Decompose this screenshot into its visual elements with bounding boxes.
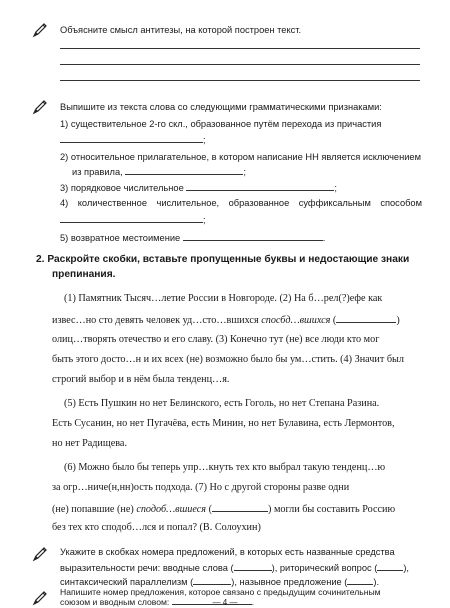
task2-item-1-answer: ;: [60, 133, 206, 146]
text-line: но нет Радищева.: [52, 438, 127, 449]
task2-item-2: 2) относительное прилагательное, в котором написание НН является исключением: [60, 152, 421, 162]
task2-prompt: Выпишите из текста слова со следующими грамматическими признаками:: [60, 102, 382, 112]
task1-prompt: Объясните смысл антитезы, на которой построен текст.: [60, 25, 302, 35]
text-line: (не) попавшие (не) сподоб…вшиеся ( ) могли бы составить Россию: [52, 504, 396, 515]
answer-line[interactable]: [60, 48, 420, 49]
text-line: (6) Можно было бы теперь упр…кнуть тех кто выбрал такую тенденц…ю: [64, 462, 386, 473]
task3-line1: Укажите в скобках номера предложений, в которых есть названные средства: [60, 547, 395, 557]
text-line: извес…но сто девять человек уд…сто…вшихся спосбд…вшихся ( ): [52, 315, 400, 326]
answer-blank[interactable]: [125, 165, 243, 175]
exercise-title: 2. Раскройте скобки, вставьте пропущенные буквы и недостающие знаки: [36, 254, 410, 265]
task3-line3: синтаксический параллелизм ( ), назывное предложение ( ).: [60, 577, 380, 587]
answer-blank[interactable]: [60, 213, 203, 223]
task4-line1: Напишите номер предложения, которое связано с предыдущим сочинительным: [60, 587, 381, 597]
answer-blank[interactable]: [60, 133, 203, 143]
task2-item-4: 4) количественное числительное, образованное суффиксальным способом: [60, 198, 422, 208]
pencil-icon: [32, 546, 48, 562]
text-line: за огр…ниче(н,нн)ость подхода. (7) Но с другой стороны разве одни: [52, 482, 350, 493]
answer-blank[interactable]: [234, 561, 272, 571]
answer-line[interactable]: [60, 64, 420, 65]
pencil-icon: [32, 590, 48, 606]
answer-blank[interactable]: [186, 181, 334, 191]
answer-blank[interactable]: [193, 575, 231, 585]
text-line: строгий выбор и в нём была тенденц…я.: [52, 374, 230, 385]
answer-blank[interactable]: [183, 231, 323, 241]
text-line: без тех кто сподоб…лся и попал? (В. Солоухин): [52, 522, 261, 533]
task4-line2: союзом и вводным словом: .: [60, 597, 255, 607]
text-line: (5) Есть Пушкин но нет Белинского, есть Гоголь, но нет Степана Разина.: [64, 398, 380, 409]
task3-line2: выразительности речи: вводные слова ( ), риторический вопрос ( ),: [60, 563, 410, 573]
text-line: олиц…творять отечество и его славу. (3) Конечно тут (не) все люди кто мог: [52, 334, 380, 345]
answer-blank[interactable]: [377, 561, 403, 571]
text-line: Есть Сусанин, но нет Пугачёва, есть Минин, но нет Булавина, есть Лермонтов,: [52, 418, 395, 429]
exercise-title-line2: препинания.: [52, 269, 116, 280]
pencil-icon: [32, 99, 48, 115]
answer-blank[interactable]: [347, 575, 373, 585]
task2-item-3: 3) порядковое числительное ;: [60, 183, 337, 193]
answer-blank[interactable]: [212, 502, 268, 512]
answer-line[interactable]: [60, 80, 420, 81]
task2-item-2-answer: из правила, ;: [72, 167, 246, 177]
answer-blank[interactable]: [336, 313, 396, 323]
task2-item-4-answer: ;: [60, 213, 206, 226]
text-line: (1) Памятник Тысяч…летие России в Новгороде. (2) На б…рел(?)ефе как: [64, 293, 383, 304]
task2-item-1: 1) существительное 2-го скл., образованное путём перехода из причастия: [60, 119, 382, 129]
task2-item-5: 5) возвратное местоимение .: [60, 233, 326, 243]
page-number: — 4 —: [212, 598, 238, 607]
pencil-icon: [32, 22, 48, 38]
text-line: быть этого досто…н и их всех (не) возможно было бы ум…стить. (4) Значит был: [52, 354, 404, 365]
